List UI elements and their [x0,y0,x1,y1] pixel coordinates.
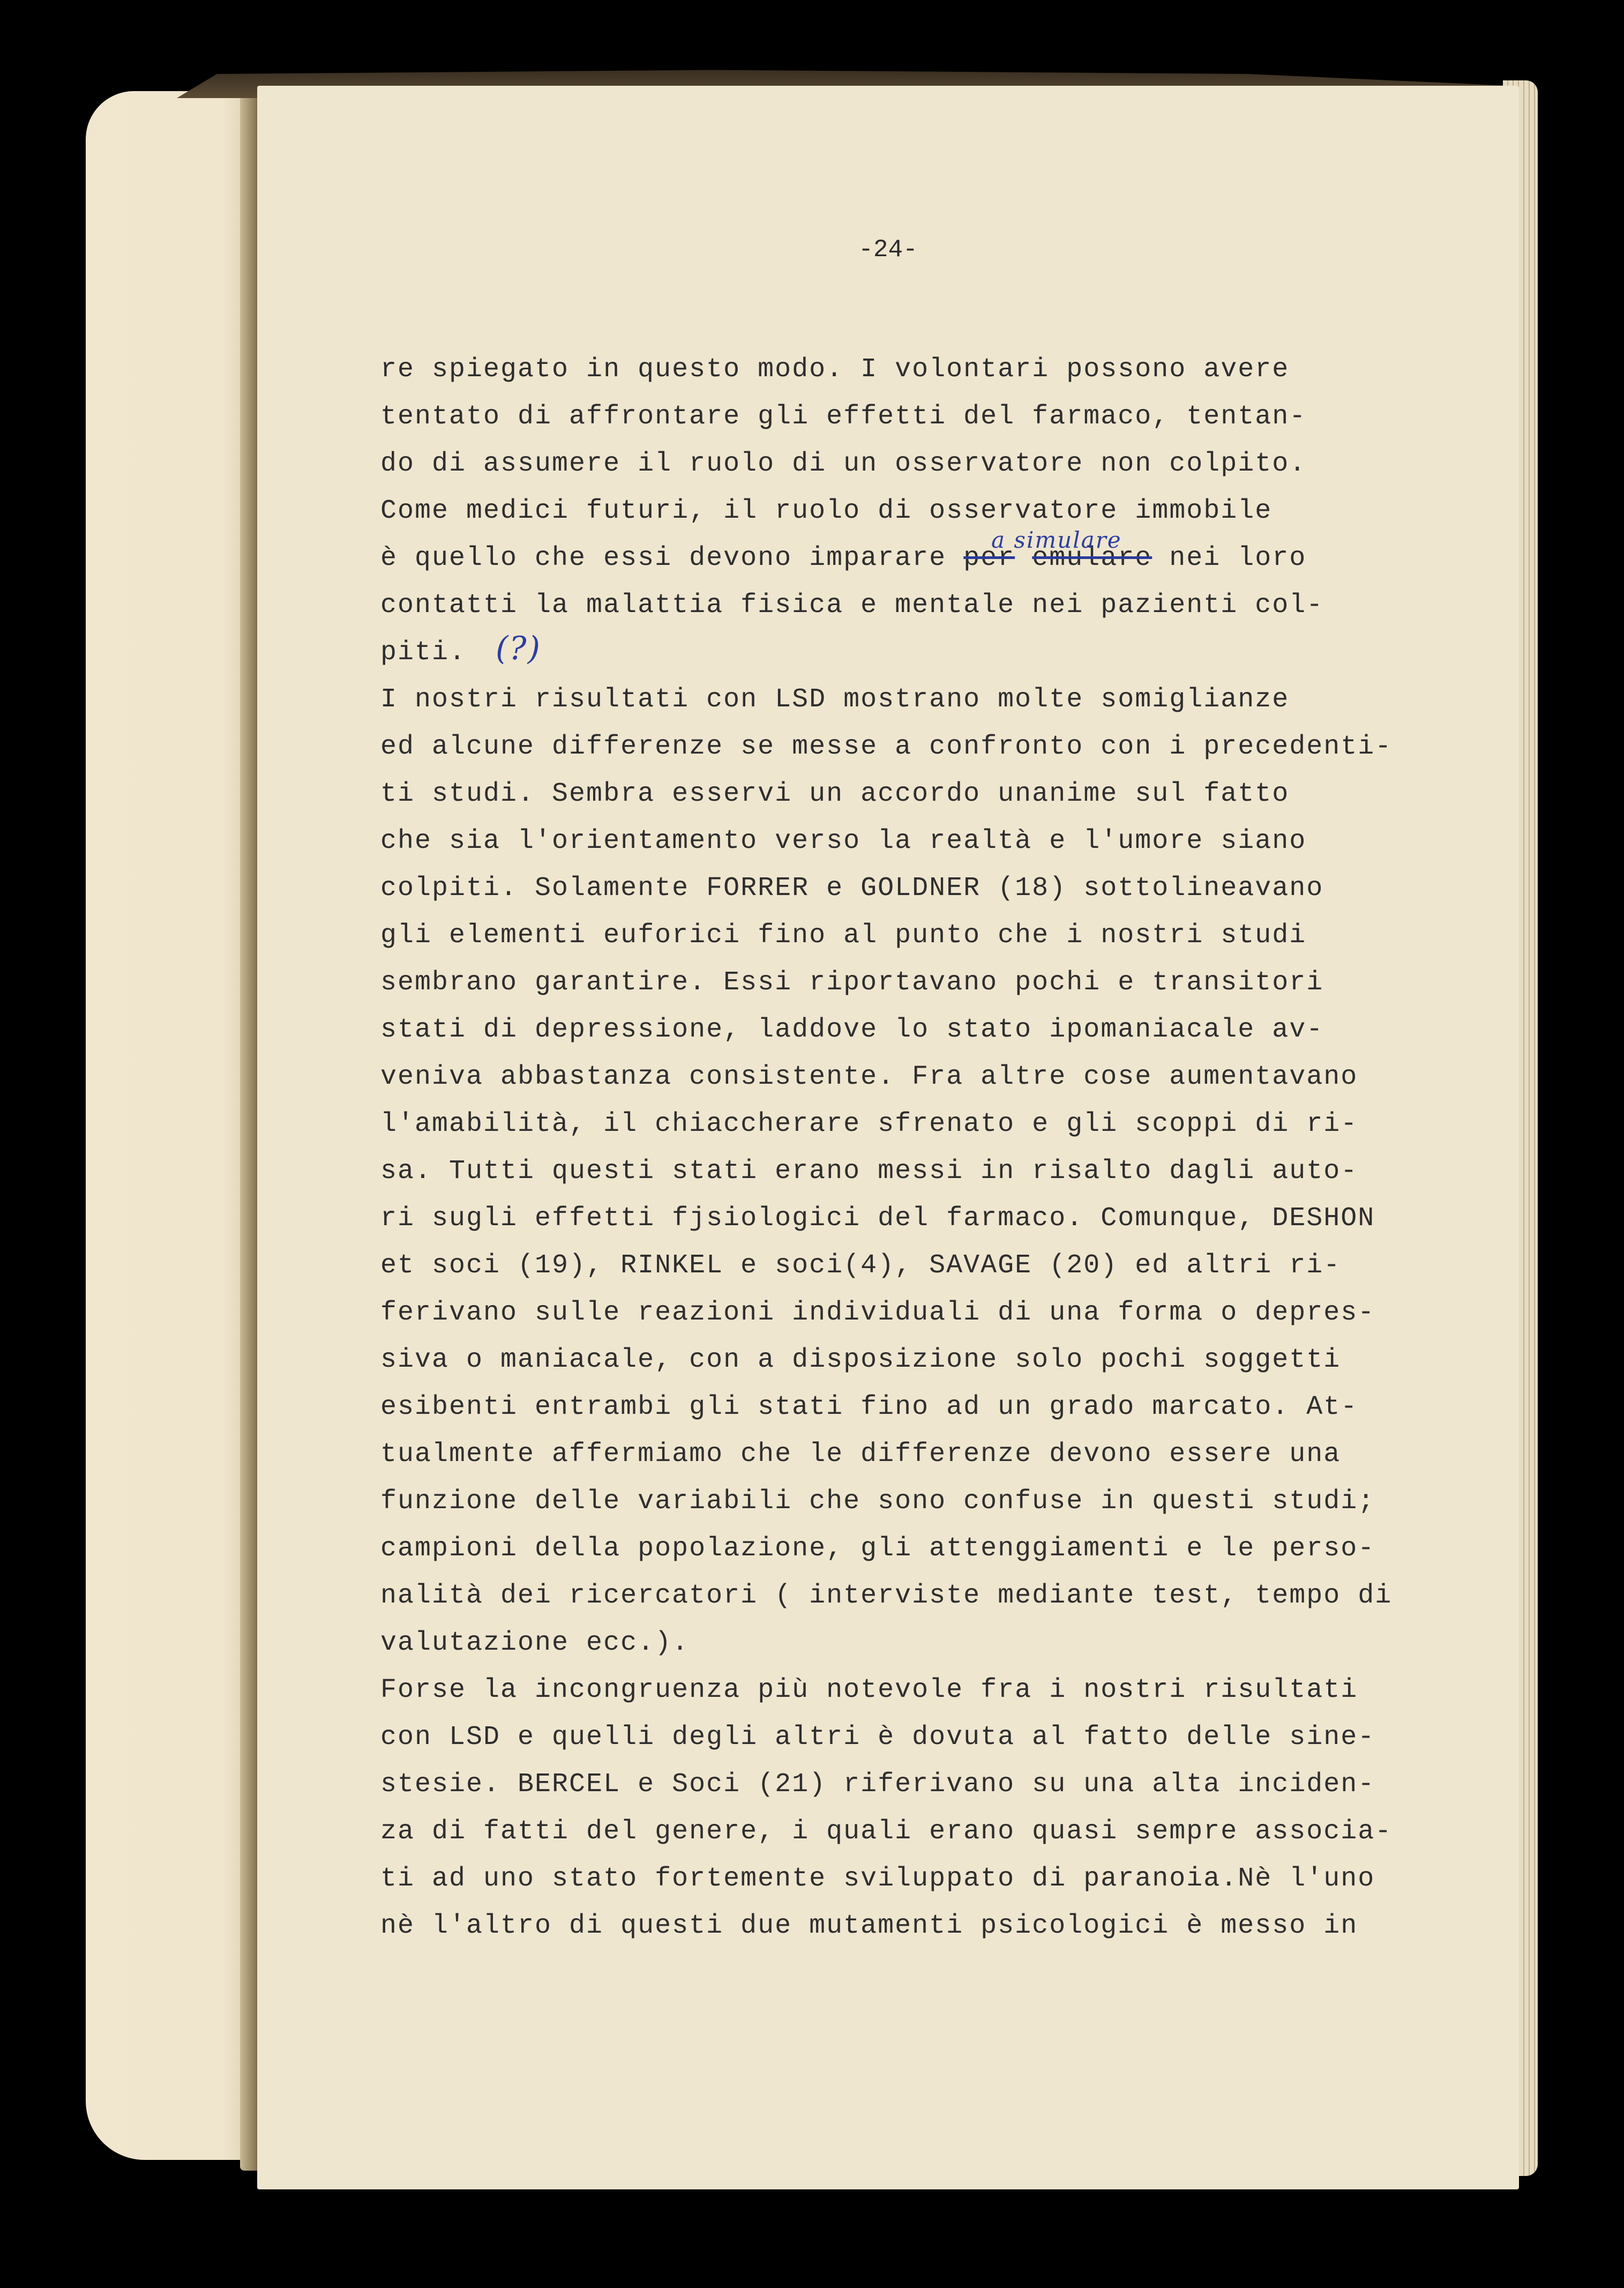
text-line: colpiti. Solamente FORRER e GOLDNER (18) sottolineavano [380,873,1324,904]
body-text [380,346,1506,1950]
text-line: gli elementi euforici fino al punto che i nostri studi [380,920,1307,951]
text-line: re spiegato in questo modo. I volontari possono avere [380,354,1290,385]
text-line: nè l'altro di questi due mutamenti psicologici è messo in [380,1911,1358,1941]
line-text: è quello che essi devono imparare [380,543,964,573]
handwritten-insertion: a simulare [991,527,1122,553]
text-line: sembrano garantire. Essi riportavano pochi e transitori [380,967,1324,998]
text-line: esibenti entrambi gli stati fino ad un grado marcato. At- [380,1392,1358,1422]
text-line: stati di depressione, laddove lo stato ipomaniacale av- [380,1015,1324,1045]
text-line: siva o maniacale, con a disposizione solo pochi soggetti [380,1345,1341,1375]
text-line: ferivano sulle reazioni individuali di una forma o depres- [380,1298,1375,1328]
text-line: stesie. BERCEL e Soci (21) riferivano su una alta inciden- [380,1769,1375,1800]
text-line [380,629,1506,676]
page-number: -24- [858,236,918,264]
text-line: Come medici futuri, il ruolo di osservatore immobile [380,496,1273,526]
text-line: con LSD e quelli degli altri è dovuta al fatto delle sine- [380,1722,1375,1753]
text-line: ti ad uno stato fortemente sviluppato di paranoia.Nè l'uno [380,1864,1375,1894]
text-line: veniva abbastanza consistente. Fra altre cose aumentavano [380,1062,1358,1092]
typed-page [257,86,1519,2189]
text-line: contatti la malattia fisica e mentale nei pazienti col- [380,590,1324,621]
handwritten-query-mark: (?) [496,630,541,667]
text-line: sa. Tutti questi stati erano messi in risalto dagli auto- [380,1156,1358,1187]
struck-word: emulare [1032,543,1152,573]
text-line: campioni della popolazione, gli attenggiamenti e le perso- [380,1533,1375,1564]
text-line: Forse la incongruenza più notevole fra i nostri risultati [380,1675,1358,1705]
line-text: nei loro [1152,543,1307,573]
text-line: nalità dei ricercatori ( interviste mediante test, tempo di [380,1581,1393,1611]
text-line: tentato di affrontare gli effetti del farmaco, tentan- [380,401,1307,432]
line-text: piti. [380,637,467,668]
text-line: ti studi. Sembra esservi un accordo unanime sul fatto [380,779,1290,809]
text-line: do di assumere il ruolo di un osservatore non colpito. [380,449,1307,479]
text-line: et soci (19), RINKEL e soci(4), SAVAGE (20) ed altri ri- [380,1250,1341,1281]
struck-word: per [963,543,1015,573]
text-line: valutazione ecc.). [380,1628,690,1658]
text-line: I nostri risultati con LSD mostrano molte somiglianze [380,684,1290,715]
text-line: za di fatti del genere, i quali erano quasi sempre associa- [380,1816,1393,1847]
text-line: ri sugli effetti fjsiologici del farmaco. Comunque, DESHON [380,1203,1375,1234]
text-line: che sia l'orientamento verso la realtà e l'umore siano [380,826,1307,856]
text-line: funzione delle variabili che sono confuse in questi studi; [380,1486,1375,1517]
edited-line [380,527,1506,582]
text-line: l'amabilità, il chiaccherare sfrenato e gli scoppi di ri- [380,1109,1358,1139]
text-line: tualmente affermiamo che le differenze devono essere una [380,1439,1341,1470]
text-line: ed alcune differenze se messe a confronto con i precedenti- [380,732,1393,762]
